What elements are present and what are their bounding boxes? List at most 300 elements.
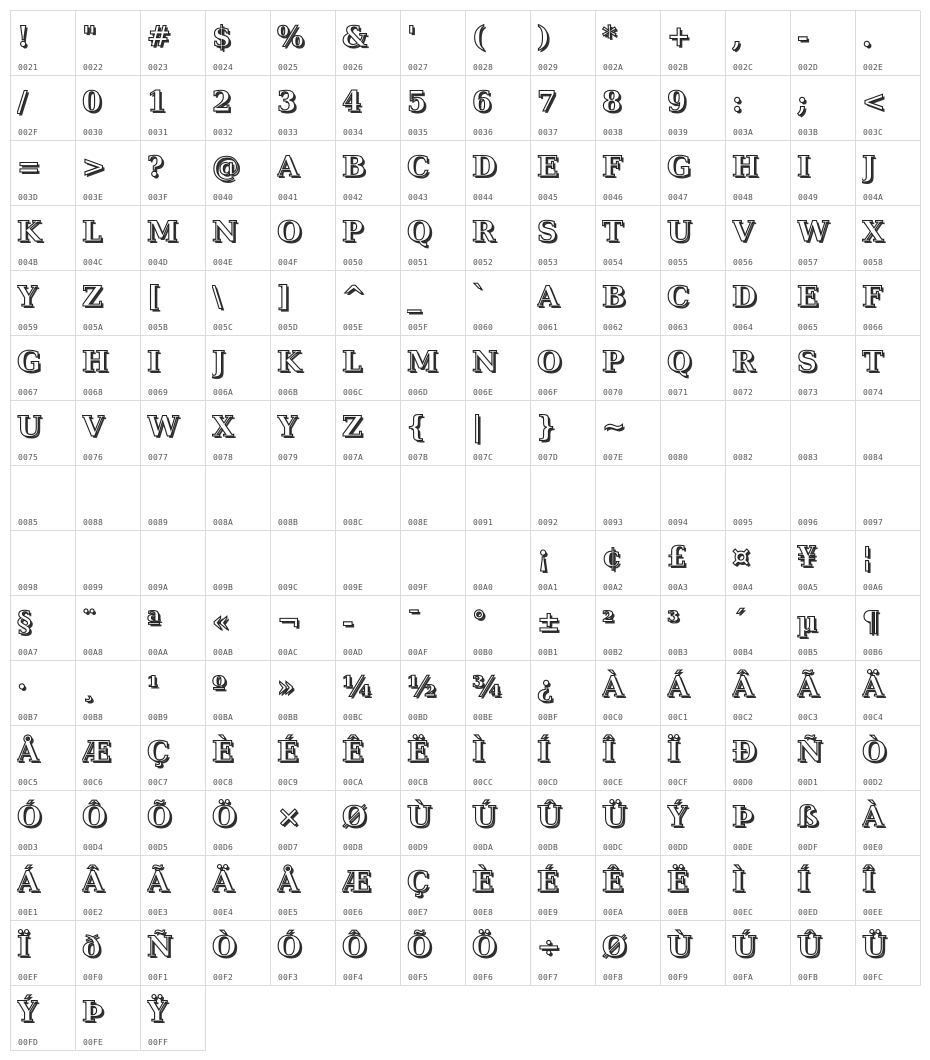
codepoint-label: 00CE [603,778,624,787]
codepoint-label: 00C5 [18,778,39,787]
glyph-cell [856,791,921,856]
glyph-sample: E [797,280,819,313]
glyph-sample: Ú [472,800,497,833]
glyph-cell [791,271,856,336]
glyph-cell [466,336,531,401]
codepoint-label: 00E8 [473,908,494,917]
glyph-cell [531,726,596,791]
glyph-sample: ° [472,605,486,638]
codepoint-label: 00D7 [278,843,299,852]
glyph-cell [141,11,206,76]
glyph-sample: U [17,410,42,443]
glyph-sample: A [277,150,299,183]
codepoint-label: 007E [603,453,624,462]
glyph-cell [141,466,206,531]
glyph-sample: S [797,345,818,378]
codepoint-label: 0088 [83,518,104,527]
glyph-sample: L [82,215,102,248]
codepoint-label: 0040 [213,193,234,202]
codepoint-label: 00B1 [538,648,559,657]
glyph-sample: " [82,20,97,53]
glyph-sample: T [602,215,623,248]
glyph-sample: Ñ [797,735,823,768]
codepoint-label: 00DF [798,843,819,852]
glyph-sample: | [472,410,483,443]
glyph-sample: } [537,410,556,443]
glyph-cell [11,596,76,661]
glyph-cell [466,401,531,466]
glyph-sample: ? [147,150,164,183]
glyph-cell [141,271,206,336]
glyph-sample: L [342,345,362,378]
glyph-cell [791,921,856,986]
codepoint-label: 0092 [538,518,559,527]
glyph-sample: S [537,215,558,248]
glyph-cell [76,466,141,531]
glyph-cell [856,206,921,271]
glyph-sample: Î [602,735,616,768]
glyph-cell [11,401,76,466]
glyph-cell [856,661,921,726]
codepoint-label: 00F4 [343,973,364,982]
codepoint-label: 00EC [733,908,754,917]
glyph-sample: Ó [277,930,302,963]
codepoint-label: 0070 [603,388,624,397]
glyph-cell [531,661,596,726]
glyph-sample: £ [667,540,687,573]
glyph-cell [11,11,76,76]
codepoint-label: 002E [863,63,884,72]
glyph-sample: ÷ [537,930,561,963]
codepoint-label: 00A3 [668,583,689,592]
codepoint-label: 00F8 [603,973,624,982]
glyph-sample: ¦ [862,540,873,573]
codepoint-label: 0068 [83,388,104,397]
glyph-cell [141,921,206,986]
codepoint-label: 0039 [668,128,689,137]
codepoint-label: 00C8 [213,778,234,787]
codepoint-label: 00EE [863,908,884,917]
glyph-cell [271,141,336,206]
glyph-cell [596,596,661,661]
glyph-cell [76,986,141,1051]
codepoint-label: 00D3 [18,843,39,852]
codepoint-label: 0076 [83,453,104,462]
glyph-cell [726,661,791,726]
glyph-cell [141,206,206,271]
glyph-sample: H [82,345,109,378]
codepoint-label: 00BA [213,713,234,722]
glyph-cell [76,271,141,336]
codepoint-label: 00AB [213,648,234,657]
glyph-sample: Ÿ [147,995,167,1028]
glyph-cell [76,336,141,401]
glyph-cell [726,76,791,141]
glyph-sample: 9 [667,85,687,118]
glyph-sample: A [537,280,559,313]
glyph-cell [466,206,531,271]
glyph-sample: ¶ [862,605,880,638]
glyph-sample: Å [277,865,299,898]
glyph-cell [141,791,206,856]
glyph-cell [11,791,76,856]
glyph-cell [206,856,271,921]
codepoint-label: 003C [863,128,884,137]
glyph-sample: Ç [407,865,430,898]
glyph-cell [726,531,791,596]
glyph-cell [401,726,466,791]
codepoint-label: 00F0 [83,973,104,982]
glyph-cell [531,791,596,856]
glyph-sample: ¬ [277,605,301,638]
glyph-cell [141,596,206,661]
glyph-sample: Z [342,410,363,443]
glyph-sample: Ë [407,735,429,768]
glyph-cell [401,856,466,921]
codepoint-label: 007C [473,453,494,462]
glyph-cell [206,531,271,596]
codepoint-label: 00D2 [863,778,884,787]
codepoint-label: 005A [83,323,104,332]
codepoint-label: 00CA [343,778,364,787]
glyph-sample: E [537,150,559,183]
glyph-sample: . [862,20,872,53]
glyph-sample: 6 [472,85,492,118]
glyph-sample: R [732,345,756,378]
codepoint-label: 00AC [278,648,299,657]
glyph-cell [661,531,726,596]
glyph-cell [76,791,141,856]
glyph-sample: 3 [277,85,297,118]
glyph-cell [856,271,921,336]
codepoint-label: 00F6 [473,973,494,982]
codepoint-label: 00A4 [733,583,754,592]
glyph-cell [271,856,336,921]
glyph-sample: I [797,150,811,183]
glyph-sample: Ü [602,800,627,833]
glyph-sample: Q [407,215,432,248]
glyph-cell [466,921,531,986]
glyph-cell [206,596,271,661]
glyph-sample: µ [797,605,818,638]
glyph-sample: Â [732,670,754,703]
codepoint-label: 00DE [733,843,754,852]
glyph-sample: Ø [602,930,627,963]
glyph-sample: Æ [342,865,371,898]
glyph-cell [596,336,661,401]
codepoint-label: 00B6 [863,648,884,657]
codepoint-label: 0044 [473,193,494,202]
glyph-sample: Ï [667,735,681,768]
glyph-cell [206,401,271,466]
codepoint-label: 00B3 [668,648,689,657]
glyph-cell [726,856,791,921]
codepoint-label: 0096 [798,518,819,527]
codepoint-label: 00DC [603,843,624,852]
codepoint-label: 0059 [18,323,39,332]
codepoint-label: 0074 [863,388,884,397]
glyph-cell [661,76,726,141]
glyph-sample: ¸ [82,670,96,703]
glyph-cell [401,76,466,141]
glyph-sample: N [472,345,498,378]
glyph-cell [76,921,141,986]
glyph-sample: P [342,215,364,248]
glyph-cell [206,11,271,76]
glyph-sample: Õ [407,930,432,963]
codepoint-label: 0060 [473,323,494,332]
glyph-sample: Ô [82,800,107,833]
glyph-sample: Z [82,280,103,313]
glyph-cell [726,596,791,661]
codepoint-label: 0083 [798,453,819,462]
codepoint-label: 0061 [538,323,559,332]
codepoint-label: 00F9 [668,973,689,982]
codepoint-label: 00D5 [148,843,169,852]
glyph-sample: Ä [862,670,884,703]
codepoint-label: 00EF [18,973,39,982]
glyph-cell [661,856,726,921]
glyph-sample: § [17,605,32,638]
glyph-sample: Q [667,345,692,378]
glyph-sample: Á [17,865,39,898]
glyph-cell [11,141,76,206]
glyph-cell [726,11,791,76]
codepoint-label: 0034 [343,128,364,137]
codepoint-label: 003A [733,128,754,137]
codepoint-label: 0041 [278,193,299,202]
glyph-cell [466,271,531,336]
glyph-cell [856,726,921,791]
codepoint-label: 00B9 [148,713,169,722]
codepoint-label: 00E1 [18,908,39,917]
glyph-cell [76,856,141,921]
glyph-sample: » [277,670,295,703]
glyph-cell [141,531,206,596]
glyph-sample: Ü [862,930,887,963]
glyph-sample: 5 [407,85,427,118]
codepoint-label: 00A5 [798,583,819,592]
glyph-sample: ¾ [472,670,502,703]
glyph-cell [76,401,141,466]
glyph-cell [336,596,401,661]
glyph-cell [206,336,271,401]
codepoint-label: 00F3 [278,973,299,982]
glyph-cell [466,596,531,661]
glyph-sample: F [862,280,882,313]
codepoint-label: 0032 [213,128,234,137]
glyph-sample: Ö [212,800,237,833]
glyph-sample: Y [17,280,37,313]
glyph-cell [11,856,76,921]
glyph-sample: ¡ [537,540,550,573]
glyph-cell [401,11,466,76]
codepoint-label: 007D [538,453,559,462]
glyph-cell [856,856,921,921]
glyph-sample: Ô [342,930,367,963]
codepoint-label: 0028 [473,63,494,72]
glyph-sample: D [732,280,757,313]
codepoint-label: 004E [213,258,234,267]
glyph-cell [141,401,206,466]
glyph-cell [76,661,141,726]
codepoint-label: 006B [278,388,299,397]
codepoint-label: 0031 [148,128,169,137]
codepoint-label: 009A [148,583,169,592]
glyph-sample: ] [277,280,291,313]
glyph-cell [531,206,596,271]
codepoint-label: 00D1 [798,778,819,787]
glyph-sample: ª [147,605,161,638]
glyph-sample: B [342,150,366,183]
codepoint-label: 00A6 [863,583,884,592]
glyph-cell [11,466,76,531]
codepoint-label: 00AF [408,648,429,657]
glyph-cell [531,141,596,206]
glyph-cell [141,661,206,726]
glyph-cell [141,856,206,921]
glyph-cell [466,791,531,856]
glyph-cell [531,531,596,596]
glyph-cell [336,11,401,76]
glyph-cell [466,856,531,921]
glyph-cell [401,271,466,336]
glyph-sample: _ [407,280,421,313]
codepoint-label: 009E [343,583,364,592]
codepoint-label: 006E [473,388,494,397]
glyph-sample: : [732,85,743,118]
glyph-sample: × [277,800,301,833]
glyph-sample: D [472,150,497,183]
codepoint-label: 005B [148,323,169,332]
codepoint-label: 00DB [538,843,559,852]
glyph-cell [11,661,76,726]
glyph-cell [271,921,336,986]
codepoint-label: 00C3 [798,713,819,722]
glyph-sample: Æ [82,735,111,768]
codepoint-label: 0063 [668,323,689,332]
glyph-cell [336,76,401,141]
glyph-cell [466,76,531,141]
glyph-cell [661,791,726,856]
codepoint-label: 0077 [148,453,169,462]
codepoint-label: 0098 [18,583,39,592]
codepoint-label: 002F [18,128,39,137]
codepoint-label: 0054 [603,258,624,267]
glyph-sample: È [472,865,494,898]
glyph-cell [271,336,336,401]
glyph-sample: & [342,20,368,53]
glyph-cell [336,661,401,726]
glyph-cell [856,466,921,531]
codepoint-label: 00B8 [83,713,104,722]
glyph-sample: Î [862,865,876,898]
glyph-cell [596,76,661,141]
codepoint-label: 0043 [408,193,429,202]
codepoint-label: 006F [538,388,559,397]
glyph-sample: º [212,670,226,703]
glyph-cell [596,661,661,726]
glyph-sample: Û [537,800,562,833]
codepoint-label: 00D4 [83,843,104,852]
codepoint-label: 00C4 [863,713,884,722]
glyph-cell [661,336,726,401]
codepoint-label: 00C6 [83,778,104,787]
codepoint-label: 0029 [538,63,559,72]
glyph-sample: À [862,800,884,833]
codepoint-label: 00FF [148,1038,169,1047]
codepoint-label: 00C1 [668,713,689,722]
codepoint-label: 00CF [668,778,689,787]
codepoint-label: 002C [733,63,754,72]
codepoint-label: 004D [148,258,169,267]
glyph-sample: X [862,215,884,248]
glyph-cell [856,596,921,661]
codepoint-label: 00A1 [538,583,559,592]
glyph-sample: Ù [667,930,692,963]
glyph-cell [791,141,856,206]
codepoint-label: 00D9 [408,843,429,852]
glyph-cell [76,531,141,596]
glyph-cell [141,986,206,1051]
glyph-cell [76,206,141,271]
codepoint-label: 0058 [863,258,884,267]
glyph-cell [401,466,466,531]
glyph-sample: * [602,20,617,53]
glyph-cell [466,466,531,531]
glyph-cell [661,726,726,791]
codepoint-label: 0023 [148,63,169,72]
glyph-sample: Ø [342,800,367,833]
glyph-cell [661,466,726,531]
glyph-cell [11,531,76,596]
glyph-sample: W [797,215,829,248]
codepoint-label: 0073 [798,388,819,397]
glyph-grid [10,10,920,1051]
glyph-cell [336,921,401,986]
codepoint-label: 00FC [863,973,884,982]
glyph-cell [11,921,76,986]
glyph-cell [726,271,791,336]
glyph-sample: , [732,20,742,53]
glyph-cell [531,11,596,76]
glyph-cell [336,531,401,596]
glyph-cell [531,401,596,466]
glyph-cell [661,11,726,76]
glyph-cell [336,336,401,401]
glyph-cell [856,76,921,141]
glyph-sample: Í [537,735,551,768]
codepoint-label: 0064 [733,323,754,332]
glyph-sample: ¢ [602,540,622,573]
glyph-sample: K [17,215,42,248]
glyph-sample: G [17,345,41,378]
codepoint-label: 0080 [668,453,689,462]
glyph-cell [336,856,401,921]
codepoint-label: 00BF [538,713,559,722]
codepoint-label: 00A7 [18,648,39,657]
codepoint-label: 00EA [603,908,624,917]
glyph-sample: · [17,670,27,703]
glyph-sample: ' [407,20,416,53]
glyph-sample: Ä [212,865,234,898]
glyph-cell [11,206,76,271]
glyph-cell [141,336,206,401]
glyph-sample: ¤ [732,540,750,573]
glyph-sample: F [602,150,622,183]
glyph-cell [76,141,141,206]
codepoint-label: 002D [798,63,819,72]
